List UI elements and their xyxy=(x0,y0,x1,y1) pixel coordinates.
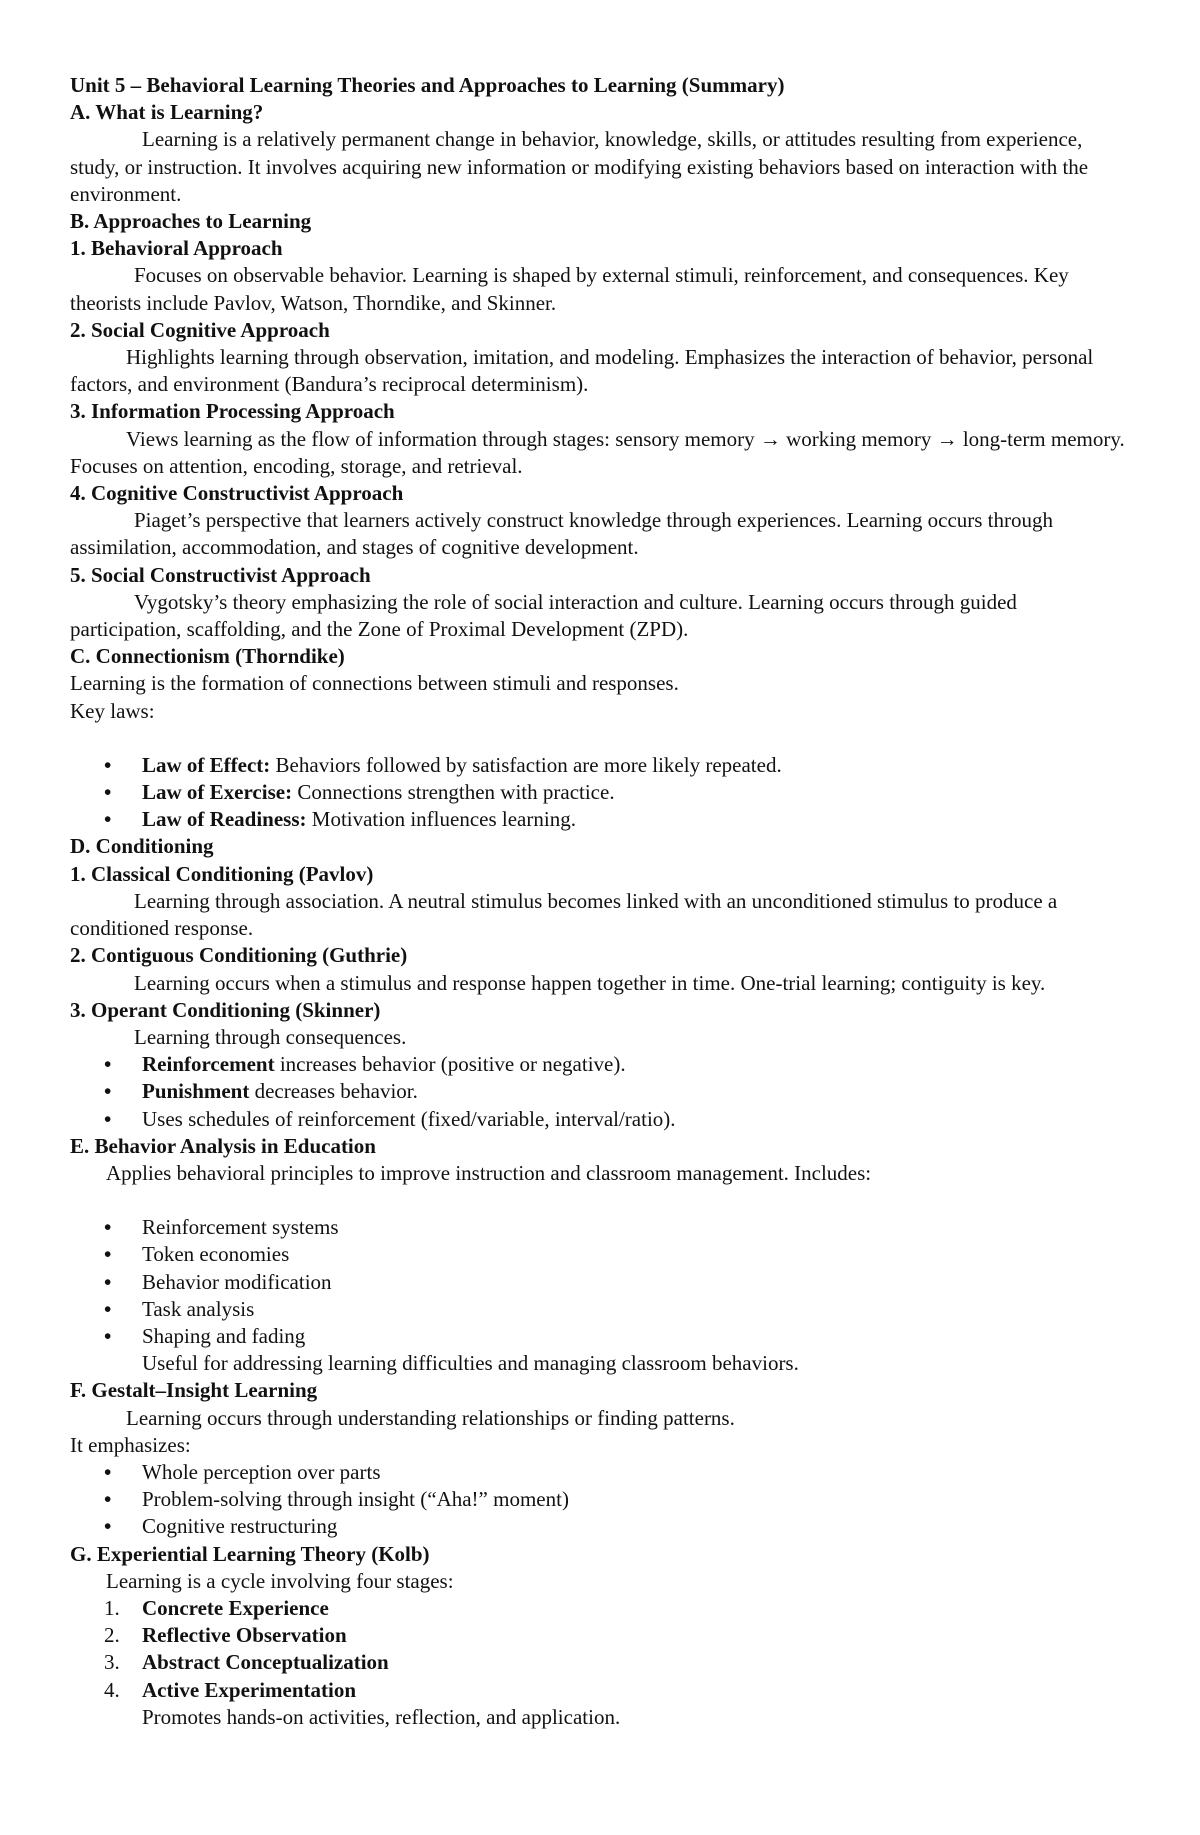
section-g-text: Learning is a cycle involving four stages: xyxy=(106,1568,454,1593)
operant-heading: 3. Operant Conditioning (Skinner) xyxy=(70,997,381,1022)
approach-4-text: Piaget’s perspective that learners actively construct knowledge through experiences. Learning occurs through assimilation, accommodation, and stages of cognitive development. xyxy=(70,508,1054,560)
section-c-keylaws: Key laws: xyxy=(70,698,155,723)
list-item xyxy=(70,1649,1130,1676)
operant-desc: decreases behavior. xyxy=(249,1079,418,1104)
list-item xyxy=(70,1051,1130,1078)
law-term: Law of Readiness: xyxy=(142,807,307,832)
section-e-heading: E. Behavior Analysis in Education xyxy=(70,1133,376,1158)
approach-5-heading: 5. Social Constructivist Approach xyxy=(70,562,371,587)
approach-4-heading: 4. Cognitive Constructivist Approach xyxy=(70,481,404,506)
spacer xyxy=(70,725,1130,752)
list-item: • Cognitive restructuring xyxy=(70,1513,1130,1540)
stage-number: 3. xyxy=(104,1650,120,1675)
section-a-text: Learning is a relatively permanent change in behavior, knowledge, skills, or attitudes resulting from experience, study, or instruction. It involves acquiring new information or modifying existing behaviors based on interaction with the environment. xyxy=(70,127,1089,206)
gestalt-list xyxy=(70,1459,1130,1541)
section-c-text: Learning is the formation of connections between stimuli and responses. xyxy=(70,671,679,696)
list-item xyxy=(70,752,1130,779)
list-item: • Problem-solving through insight (“Aha!” moment) xyxy=(70,1486,1130,1513)
list-item: • Whole perception over parts xyxy=(70,1459,1130,1486)
laws-list xyxy=(70,752,1130,834)
list-item: • Behavior modification xyxy=(70,1269,1130,1296)
list-item xyxy=(70,1622,1130,1649)
stage-number: 1. xyxy=(104,1595,120,1620)
list-item xyxy=(70,1106,1130,1133)
contiguous-text: Learning occurs when a stimulus and response happen together in time. One-trial learning; contiguity is key. xyxy=(134,970,1046,995)
approach-2-text: Highlights learning through observation, imitation, and modeling. Emphasizes the interaction of behavior, personal factors, and environment (Bandura’s reciprocal determinism). xyxy=(70,345,1094,397)
contiguous-heading: 2. Contiguous Conditioning (Guthrie) xyxy=(70,943,408,968)
operant-desc: Uses schedules of reinforcement (fixed/variable, interval/ratio). xyxy=(142,1106,676,1131)
section-d-heading: D. Conditioning xyxy=(70,834,214,859)
classical-text: Learning through association. A neutral stimulus becomes linked with an unconditioned stimulus to produce a conditioned response. xyxy=(70,888,1058,941)
law-desc: Behaviors followed by satisfaction are more likely repeated. xyxy=(270,752,782,777)
stage-label: Reflective Observation xyxy=(142,1623,347,1648)
section-a-heading: A. What is Learning? xyxy=(70,100,264,125)
operant-term: Punishment xyxy=(142,1079,250,1104)
stage-label: Active Experimentation xyxy=(142,1677,357,1702)
list-item: • Shaping and fading xyxy=(70,1323,1130,1350)
approach-3-text: Views learning as the flow of information through stages: sensory memory → working memory → long-term memory. Focuses on attention, encoding, storage, and retrieval. xyxy=(70,426,1125,478)
stage-label: Abstract Conceptualization xyxy=(142,1650,389,1675)
list-item xyxy=(70,1078,1130,1105)
section-b-heading: B. Approaches to Learning xyxy=(70,209,312,234)
document-title: Unit 5 – Behavioral Learning Theories and Approaches to Learning (Summary) xyxy=(70,73,785,97)
approach-3-heading: 3. Information Processing Approach xyxy=(70,399,395,424)
operant-desc: increases behavior (positive or negative). xyxy=(274,1052,626,1077)
list-item xyxy=(70,779,1130,806)
operant-text: Learning through consequences. xyxy=(134,1024,407,1049)
approach-2-heading: 2. Social Cognitive Approach xyxy=(70,317,330,342)
list-item xyxy=(70,1595,1130,1622)
list-item: • Reinforcement systems xyxy=(70,1214,1130,1241)
law-desc: Motivation influences learning. xyxy=(306,807,576,832)
behavior-analysis-list xyxy=(70,1214,1130,1350)
approach-1-text: Focuses on observable behavior. Learning is shaped by external stimuli, reinforcement, and consequences. Key theorists include Pavlov, Watson, Thorndike, and Skinner. xyxy=(70,263,1069,315)
law-term: Law of Effect: xyxy=(142,752,271,777)
section-f-text: Learning occurs through understanding relationships or finding patterns. xyxy=(126,1405,735,1430)
list-item: • Token economies xyxy=(70,1241,1130,1268)
list-item xyxy=(70,1677,1130,1704)
approach-5-text: Vygotsky’s theory emphasizing the role of social interaction and culture. Learning occurs through guided participation, scaffolding, and the Zone of Proximal Development (ZPD). xyxy=(70,589,1017,642)
stage-number: 2. xyxy=(104,1623,120,1648)
operant-list xyxy=(70,1051,1130,1133)
list-item xyxy=(70,806,1130,833)
section-e-after: Useful for addressing learning difficulties and managing classroom behaviors. xyxy=(142,1351,799,1376)
law-desc: Connections strengthen with practice. xyxy=(292,780,615,805)
approach-1-heading: 1. Behavioral Approach xyxy=(70,236,283,261)
list-item: • Task analysis xyxy=(70,1296,1130,1323)
section-c-heading: C. Connectionism (Thorndike) xyxy=(70,644,345,669)
section-f-heading: F. Gestalt–Insight Learning xyxy=(70,1378,318,1403)
section-f-emph: It emphasizes: xyxy=(70,1432,191,1457)
section-g-heading: G. Experiential Learning Theory (Kolb) xyxy=(70,1541,430,1566)
kolb-stages-list xyxy=(70,1595,1130,1704)
operant-term: Reinforcement xyxy=(142,1052,275,1077)
law-term: Law of Exercise: xyxy=(142,780,293,805)
spacer xyxy=(70,1187,1130,1214)
classical-heading: 1. Classical Conditioning (Pavlov) xyxy=(70,861,374,886)
section-g-after: Promotes hands-on activities, reflection, and application. xyxy=(142,1704,621,1729)
stage-number: 4. xyxy=(104,1677,120,1702)
stage-label: Concrete Experience xyxy=(142,1595,329,1620)
section-e-text: Applies behavioral principles to improve instruction and classroom management. Includes: xyxy=(106,1160,872,1185)
